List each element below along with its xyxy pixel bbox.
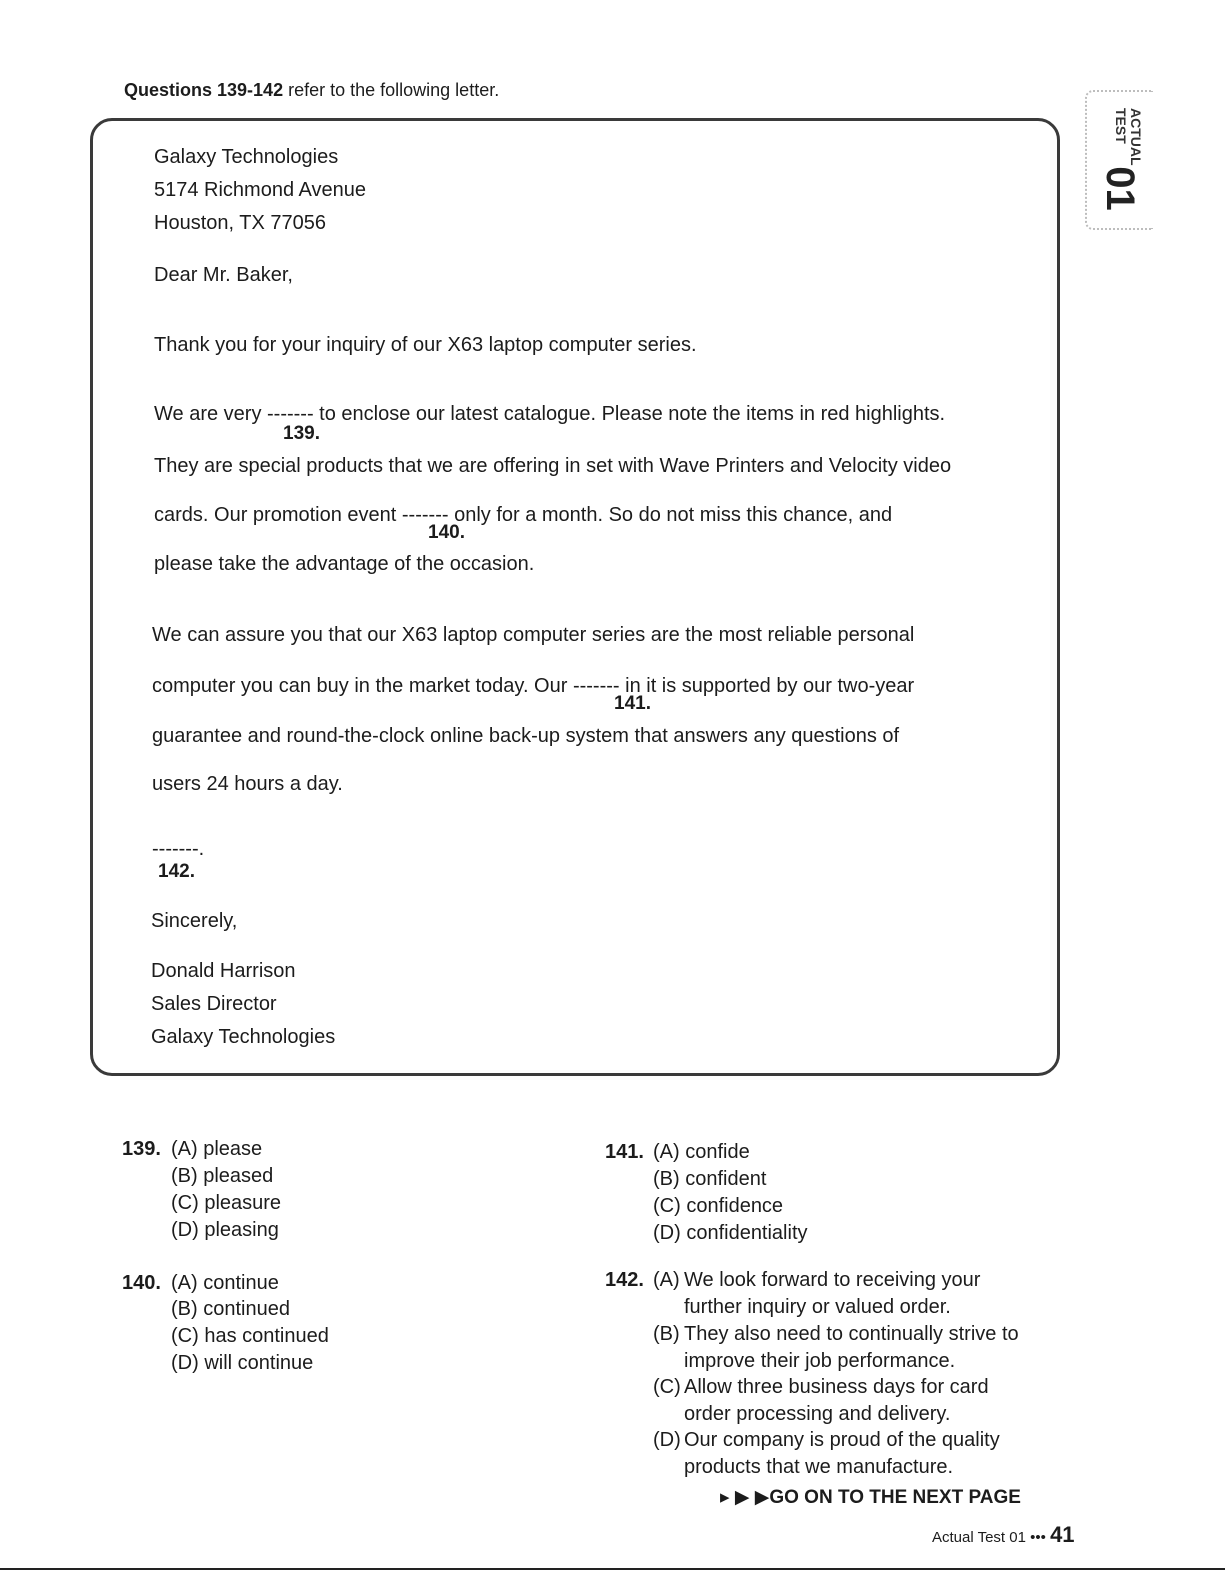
go-on-next-page [720,1486,1021,1509]
paragraph-2-line-2: They are special products that we are offering in set with Wave Printers and Velocity video [154,455,952,477]
q142-option-d-line2[interactable]: products that we manufacture. [684,1456,954,1478]
arrow-icons: ▸ ▶ ▶ [720,1487,770,1508]
intro-text: refer to the following letter. [288,80,500,100]
passage-intro [124,80,499,101]
paragraph-1: Thank you for your inquiry of our X63 laptop computer series. [154,334,697,356]
side-tab-word-test: TEST [1113,108,1129,144]
q142-option-c-line1[interactable]: Allow three business days for card [684,1376,989,1398]
q139-option-a[interactable]: (A) please [171,1138,263,1160]
paragraph-3-line-2: computer you can buy in the market today. Our ------- in it is supported by our two-year [152,675,915,697]
question-141-number: 141. [605,1141,644,1163]
q142-option-c-line2[interactable]: order processing and delivery. [684,1403,951,1425]
go-on-text: GO ON TO THE NEXT PAGE [769,1487,1021,1508]
q141-option-b[interactable]: (B) confident [653,1168,767,1190]
q140-option-d[interactable]: (D) will continue [171,1352,314,1374]
address-line-3: Houston, TX 77056 [154,212,326,234]
q141-option-a[interactable]: (A) confide [653,1141,750,1163]
q142-option-b-line1[interactable]: They also need to continually strive to [684,1323,1019,1345]
closing: Sincerely, [151,910,238,932]
q142-option-b-line2[interactable]: improve their job performance. [684,1350,956,1372]
q140-option-c[interactable]: (C) has continued [171,1325,329,1347]
q139-option-c[interactable]: (C) pleasure [171,1192,282,1214]
signature-name: Donald Harrison [151,960,296,982]
paragraph-3-line-4: users 24 hours a day. [152,773,343,795]
question-140-number: 140. [122,1272,161,1294]
blank-142-line: -------. [152,838,205,860]
address-line-2: 5174 Richmond Avenue [154,179,367,201]
blank-number-141: 141. [614,693,651,714]
blank-number-142: 142. [158,861,195,882]
side-tab-label [1113,108,1143,166]
q141-option-c[interactable]: (C) confidence [653,1195,784,1217]
paragraph-3-line-1: We can assure you that our X63 laptop computer series are the most reliable personal [152,624,915,646]
q142-option-c-label[interactable]: (C) [653,1376,681,1398]
side-tab-word-actual: ACTUAL [1128,108,1144,166]
paragraph-3-line-3: guarantee and round-the-clock online back-up system that answers any questions of [152,725,900,747]
q141-option-d[interactable]: (D) confidentiality [653,1222,808,1244]
signature-title: Sales Director [151,993,277,1015]
question-139-number: 139. [122,1138,161,1160]
q140-option-b[interactable]: (B) continued [171,1298,290,1320]
q142-option-a-line2[interactable]: further inquiry or valued order. [684,1296,951,1318]
footer-label: Actual Test 01 [932,1529,1026,1546]
q142-option-b-label[interactable]: (B) [653,1323,680,1345]
footer-dots: ••• [1030,1529,1046,1546]
side-tab-number: 01 [1097,166,1142,211]
signature-company: Galaxy Technologies [151,1026,336,1048]
q142-option-a-label[interactable]: (A) [653,1269,680,1291]
actual-test-side-tab [1085,90,1153,230]
question-range: Questions 139-142 [124,80,284,100]
address-line-1: Galaxy Technologies [154,146,339,168]
blank-number-140: 140. [428,522,465,543]
q140-option-a[interactable]: (A) continue [171,1272,279,1294]
paragraph-2-line-4: please take the advantage of the occasion. [154,553,535,575]
paragraph-2-line-1: We are very ------- to enclose our latest catalogue. Please note the items in red highlights. [154,403,946,425]
page-bottom-rule [0,1568,1225,1570]
page-footer [932,1522,1075,1548]
paragraph-2-line-3: cards. Our promotion event ------- only for a month. So do not miss this chance, and [154,504,893,526]
salutation: Dear Mr. Baker, [154,264,293,286]
q139-option-b[interactable]: (B) pleased [171,1165,274,1187]
page-number: 41 [1050,1522,1075,1547]
q139-option-d[interactable]: (D) pleasing [171,1219,279,1241]
blank-number-139: 139. [283,423,320,444]
q142-option-d-label[interactable]: (D) [653,1429,681,1451]
question-142-number: 142. [605,1269,644,1291]
q142-option-a-line1[interactable]: We look forward to receiving your [684,1269,981,1291]
q142-option-d-line1[interactable]: Our company is proud of the quality [684,1429,1000,1451]
